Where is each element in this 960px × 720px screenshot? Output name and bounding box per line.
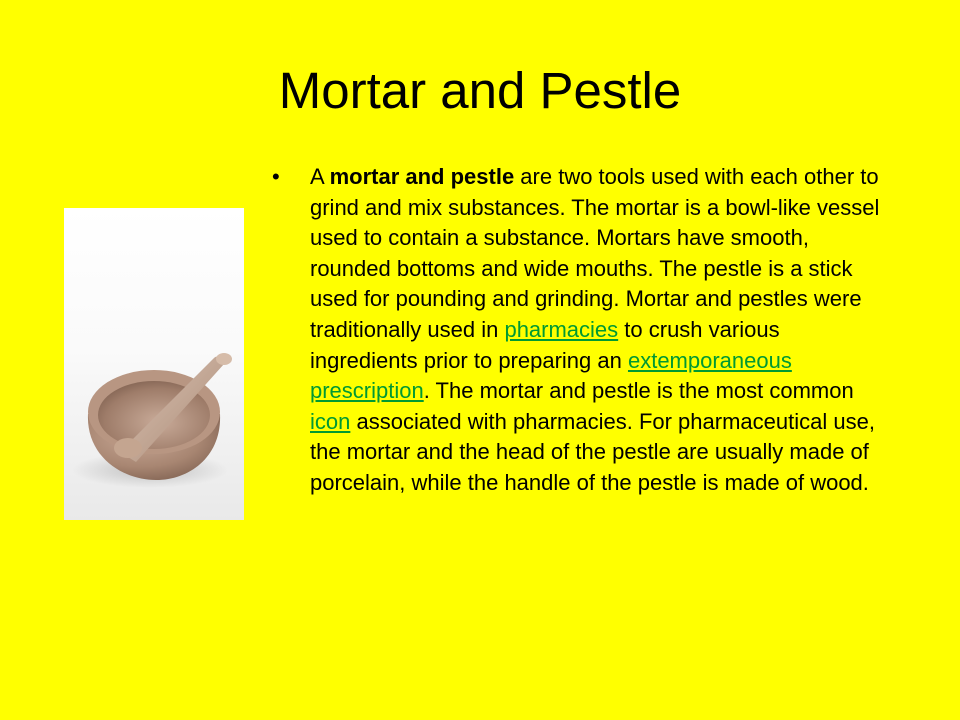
extemporaneous-prescription-link[interactable]: extemporaneous prescription: [310, 347, 792, 404]
slide-title: Mortar and Pestle: [278, 62, 682, 119]
icon-link[interactable]: icon: [310, 408, 351, 434]
bullet-list: [272, 162, 892, 499]
bullet-paragraph: A mortar and pestle are two tools used with each other to grind and mix substances. The mortar is a bowl-like vessel used to contain a substance. Mortars have smooth, rounded bottoms and wide mouths. The pestle is a stick used for pounding and grinding. Mortar and pestles were traditionally used in pharmacies to crush various ingredients prior to preparing an extemporaneous prescription. The mortar and pestle is the most common icon associated with pharmacies. For pharmaceutical use, the mortar and the head of the pestle are usually made of porcelain, while the handle of the pestle is made of wood.: [310, 164, 880, 495]
mortar-and-pestle-image: [64, 208, 244, 520]
bullet-point: •: [272, 164, 280, 189]
bold-term: mortar and pestle: [329, 164, 515, 189]
mortar-and-pestle-photo-icon: [64, 208, 244, 520]
pharmacies-link[interactable]: pharmacies: [504, 316, 619, 342]
